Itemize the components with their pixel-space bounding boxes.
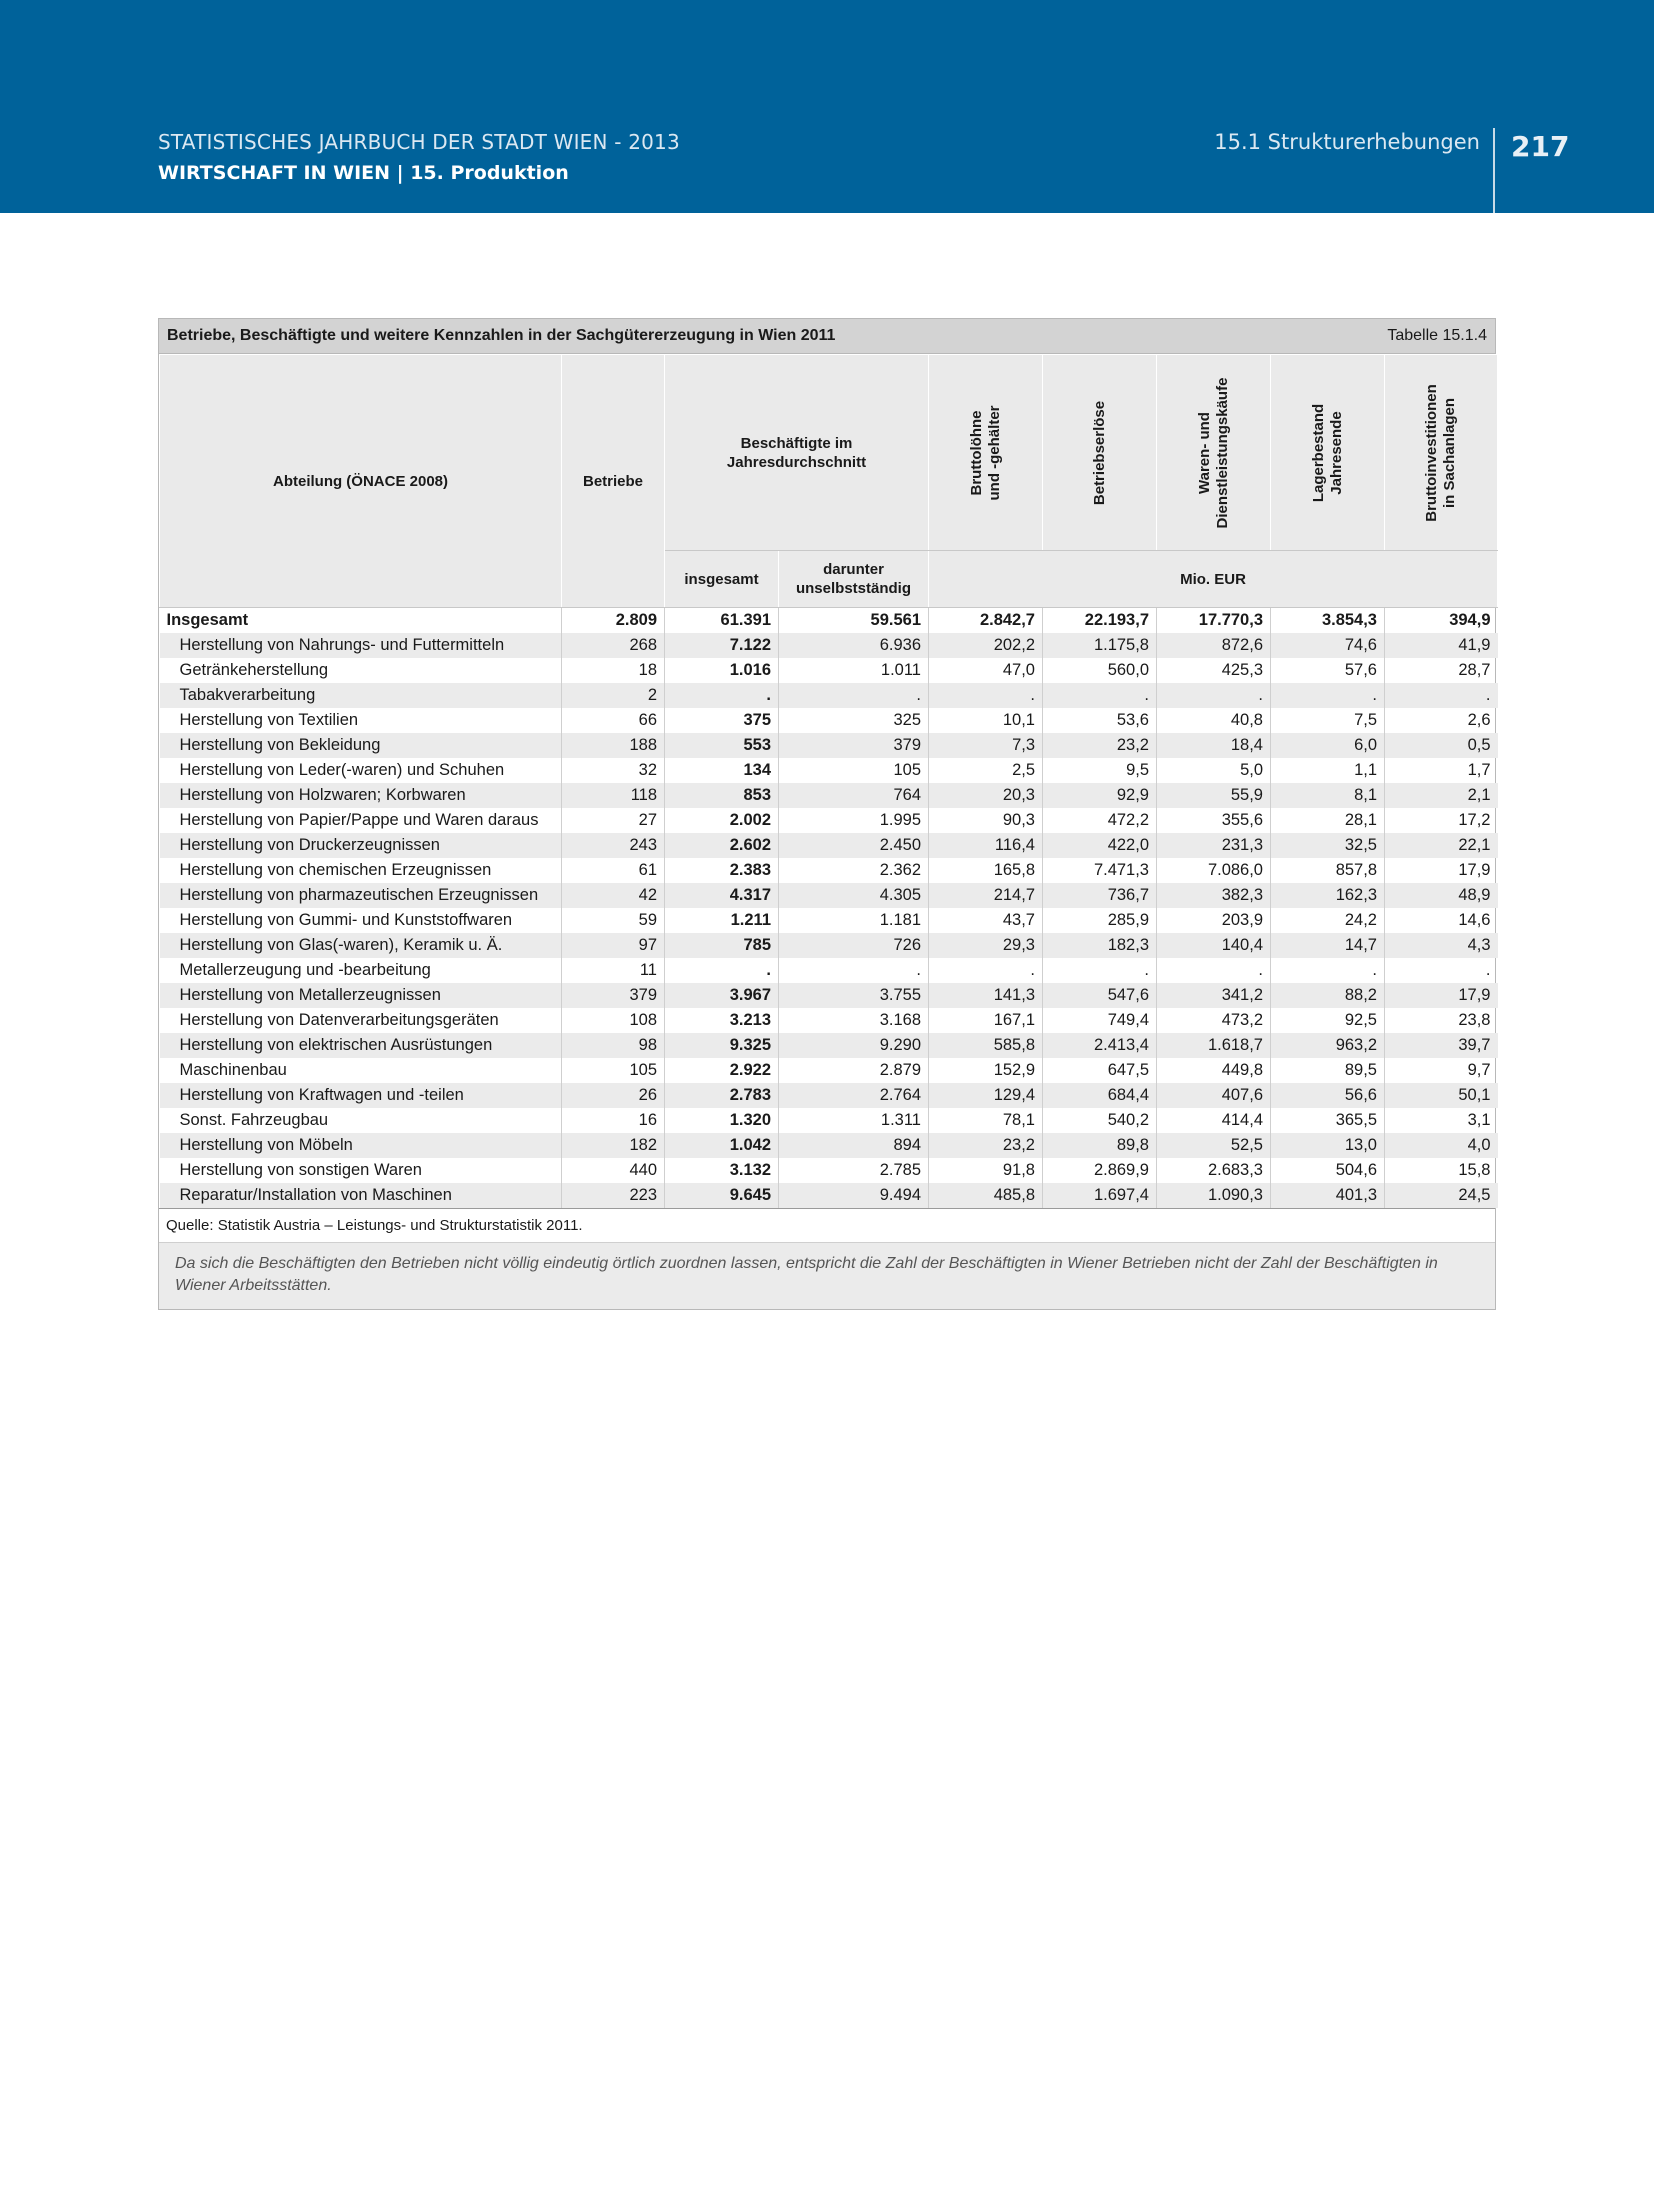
- col-header-lagerbestand: [1271, 355, 1385, 551]
- table-cell: 16: [562, 1108, 665, 1133]
- table-cell: 2.362: [779, 858, 929, 883]
- table-cell: 449,8: [1157, 1058, 1271, 1083]
- table-cell: 268: [562, 633, 665, 658]
- table-cell: 91,8: [929, 1158, 1043, 1183]
- table-cell: 140,4: [1157, 933, 1271, 958]
- table-cell: 22.193,7: [1043, 608, 1157, 634]
- section-title: 15.1 Strukturerhebungen: [1214, 130, 1480, 154]
- table-cell: 414,4: [1157, 1108, 1271, 1133]
- table-cell: 1.311: [779, 1108, 929, 1133]
- col-header-bruttoinvest-label: Bruttoinvestitionen in Sachanlagen: [1423, 383, 1458, 522]
- row-label: Herstellung von Glas(-waren), Keramik u. Ä.: [160, 933, 562, 958]
- table-row: [160, 758, 1498, 783]
- table-cell: 553: [665, 733, 779, 758]
- table-cell: 59.561: [779, 608, 929, 634]
- table-cell: 9,7: [1385, 1058, 1498, 1083]
- table-cell: 440: [562, 1158, 665, 1183]
- table-cell: 7.086,0: [1157, 858, 1271, 883]
- table-cell: 47,0: [929, 658, 1043, 683]
- table-cell: 1.042: [665, 1133, 779, 1158]
- table-row: [160, 983, 1498, 1008]
- table-cell: 736,7: [1043, 883, 1157, 908]
- table-cell: 57,6: [1271, 658, 1385, 683]
- table-cell: 98: [562, 1033, 665, 1058]
- table-cell: 285,9: [1043, 908, 1157, 933]
- table-cell: 1,1: [1271, 758, 1385, 783]
- table-cell: .: [1157, 683, 1271, 708]
- table-cell: 11: [562, 958, 665, 983]
- table-cell: .: [779, 683, 929, 708]
- table-cell: 105: [779, 758, 929, 783]
- col-header-betriebserloese-label: Betriebserlöse: [1090, 400, 1108, 505]
- table-cell: 9.325: [665, 1033, 779, 1058]
- table-cell: 18: [562, 658, 665, 683]
- table-cell: 32,5: [1271, 833, 1385, 858]
- table-cell: 7.471,3: [1043, 858, 1157, 883]
- table-cell: .: [1043, 683, 1157, 708]
- row-label: Herstellung von Nahrungs- und Futtermitteln: [160, 633, 562, 658]
- row-label: Herstellung von Holzwaren; Korbwaren: [160, 783, 562, 808]
- table-cell: 28,1: [1271, 808, 1385, 833]
- table-cell: 1.016: [665, 658, 779, 683]
- row-label: Sonst. Fahrzeugbau: [179, 1111, 329, 1129]
- table-cell: 129,4: [929, 1083, 1043, 1108]
- table-cell: 28,7: [1385, 658, 1498, 683]
- table-cell: 18,4: [1157, 733, 1271, 758]
- data-table-container: [158, 318, 1496, 1310]
- table-cell: 162,3: [1271, 883, 1385, 908]
- table-cell: 165,8: [929, 858, 1043, 883]
- table-cell: 2.450: [779, 833, 929, 858]
- row-label: Herstellung von sonstigen Waren: [179, 1161, 422, 1179]
- table-cell: 540,2: [1043, 1108, 1157, 1133]
- table-cell: 472,2: [1043, 808, 1157, 833]
- table-cell: .: [929, 958, 1043, 983]
- table-cell: 726: [779, 933, 929, 958]
- table-cell: 4,0: [1385, 1133, 1498, 1158]
- table-cell: 41,9: [1385, 633, 1498, 658]
- table-cell: 2.842,7: [929, 608, 1043, 634]
- table-cell: 1.320: [665, 1108, 779, 1133]
- table-cell: 2.602: [665, 833, 779, 858]
- table-row: [160, 708, 1498, 733]
- table-cell: 7,3: [929, 733, 1043, 758]
- table-cell: 17,9: [1385, 983, 1498, 1008]
- table-cell: 8,1: [1271, 783, 1385, 808]
- table-cell: 43,7: [929, 908, 1043, 933]
- table-cell: 13,0: [1271, 1133, 1385, 1158]
- col-header-beschaeftigte: [665, 355, 929, 551]
- table-cell: 118: [562, 783, 665, 808]
- table-cell: 3.213: [665, 1008, 779, 1033]
- table-cell: 2,6: [1385, 708, 1498, 733]
- table-row: [160, 858, 1498, 883]
- table-cell: 7.122: [665, 633, 779, 658]
- data-table: [159, 354, 1498, 1208]
- table-cell: 425,3: [1157, 658, 1271, 683]
- row-label: Maschinenbau: [179, 1061, 287, 1079]
- table-cell: 647,5: [1043, 1058, 1157, 1083]
- table-note: Da sich die Beschäftigten den Betrieben nicht völlig eindeutig örtlich zuordnen lassen, entspricht die Zahl der Beschäftigten in Wiener Betrieben nicht der Zahl der Beschäftigten in Wiener Arbeitsstätten.: [159, 1242, 1495, 1309]
- table-cell: 56,6: [1271, 1083, 1385, 1108]
- header-divider: [1493, 128, 1495, 213]
- row-label: Reparatur/Installation von Maschinen: [160, 1183, 562, 1208]
- table-cell: 2,5: [929, 758, 1043, 783]
- table-cell: .: [1157, 958, 1271, 983]
- col-header-beschaeftigte-label: Beschäftigte im Jahresdurchschnitt: [726, 434, 867, 471]
- table-cell: 78,1: [929, 1108, 1043, 1133]
- table-row: [160, 1183, 1498, 1208]
- table-cell: 152,9: [929, 1058, 1043, 1083]
- table-cell: 55,9: [1157, 783, 1271, 808]
- table-cell: 1.011: [779, 658, 929, 683]
- table-row: [160, 833, 1498, 858]
- table-cell: 17,2: [1385, 808, 1498, 833]
- page-number: 217: [1511, 130, 1570, 163]
- table-cell: 341,2: [1157, 983, 1271, 1008]
- table-cell: 59: [562, 908, 665, 933]
- col-header-betriebserloese: [1043, 355, 1157, 551]
- table-cell: 3.755: [779, 983, 929, 1008]
- table-cell: 27: [562, 808, 665, 833]
- row-label: Herstellung von elektrischen Ausrüstungen: [160, 1033, 562, 1058]
- table-row: [160, 1083, 1498, 1108]
- table-cell: 39,7: [1385, 1033, 1498, 1058]
- table-cell: 375: [665, 708, 779, 733]
- table-cell: 3.854,3: [1271, 608, 1385, 634]
- table-cell: 24,2: [1271, 908, 1385, 933]
- table-cell: 14,7: [1271, 933, 1385, 958]
- table-cell: 485,8: [929, 1183, 1043, 1208]
- table-cell: 89,5: [1271, 1058, 1385, 1083]
- table-cell: 6,0: [1271, 733, 1385, 758]
- table-body: [160, 608, 1498, 1209]
- table-cell: 764: [779, 783, 929, 808]
- table-cell: 231,3: [1157, 833, 1271, 858]
- row-label: Tabakverarbeitung: [160, 683, 562, 708]
- table-cell: .: [1385, 958, 1498, 983]
- col-header-waren-label: Waren- und Dienstleistungskäufe: [1195, 377, 1231, 528]
- table-row: [160, 1058, 1498, 1083]
- table-cell: 61.391: [665, 608, 779, 634]
- table-cell: 9.290: [779, 1033, 929, 1058]
- table-cell: .: [779, 958, 929, 983]
- table-cell: 401,3: [1271, 1183, 1385, 1208]
- col-header-bruttoloehne: [929, 355, 1043, 551]
- col-header-abteilung: Abteilung (ÖNACE 2008): [160, 355, 562, 608]
- row-label: Herstellung von Gummi- und Kunststoffwaren: [179, 911, 513, 929]
- table-cell: 4,3: [1385, 933, 1498, 958]
- row-label: Herstellung von pharmazeutischen Erzeugnissen: [160, 883, 562, 908]
- table-cell: 202,2: [929, 633, 1043, 658]
- table-row: [160, 883, 1498, 908]
- publication-title: STATISTISCHES JAHRBUCH DER STADT WIEN - 2013: [158, 130, 680, 154]
- table-cell: 3,1: [1385, 1108, 1498, 1133]
- table-cell: 52,5: [1157, 1133, 1271, 1158]
- table-cell: 48,9: [1385, 883, 1498, 908]
- table-cell: 6.936: [779, 633, 929, 658]
- table-cell: 17,9: [1385, 858, 1498, 883]
- row-label: Herstellung von Papier/Pappe und Waren daraus: [179, 811, 539, 829]
- table-cell: 4.317: [665, 883, 779, 908]
- table-cell: 857,8: [1271, 858, 1385, 883]
- table-cell: 2.002: [665, 808, 779, 833]
- row-label: Herstellung von Textilien: [179, 711, 359, 729]
- table-cell: 1.995: [779, 808, 929, 833]
- table-cell: 223: [562, 1183, 665, 1208]
- table-cell: 853: [665, 783, 779, 808]
- table-titlebar: [159, 319, 1495, 354]
- table-cell: 547,6: [1043, 983, 1157, 1008]
- table-row: [160, 783, 1498, 808]
- table-cell: 141,3: [929, 983, 1043, 1008]
- table-row: [160, 1008, 1498, 1033]
- col-header-insgesamt: insgesamt: [665, 551, 779, 608]
- col-header-waren: [1157, 355, 1271, 551]
- table-cell: 23,8: [1385, 1008, 1498, 1033]
- table-cell: 23,2: [1043, 733, 1157, 758]
- table-cell: 422,0: [1043, 833, 1157, 858]
- table-cell: 1.090,3: [1157, 1183, 1271, 1208]
- table-cell: 167,1: [929, 1008, 1043, 1033]
- table-row: [160, 633, 1498, 658]
- table-row: [160, 658, 1498, 683]
- table-cell: 29,3: [929, 933, 1043, 958]
- table-cell: 203,9: [1157, 908, 1271, 933]
- table-cell: 108: [562, 1008, 665, 1033]
- table-cell: .: [665, 683, 779, 708]
- table-cell: .: [1043, 958, 1157, 983]
- table-cell: 473,2: [1157, 1008, 1271, 1033]
- table-cell: 872,6: [1157, 633, 1271, 658]
- table-cell: 4.305: [779, 883, 929, 908]
- table-cell: .: [1385, 683, 1498, 708]
- table-cell: 560,0: [1043, 658, 1157, 683]
- table-cell: 66: [562, 708, 665, 733]
- table-cell: 53,6: [1043, 708, 1157, 733]
- table-cell: 3.967: [665, 983, 779, 1008]
- table-row: [160, 683, 1498, 708]
- table-cell: 9.645: [665, 1183, 779, 1208]
- table-row: [160, 1108, 1498, 1133]
- table-cell: 9.494: [779, 1183, 929, 1208]
- table-cell: .: [1271, 958, 1385, 983]
- table-cell: 2: [562, 683, 665, 708]
- table-row: [160, 1133, 1498, 1158]
- table-cell: 585,8: [929, 1033, 1043, 1058]
- table-cell: 2.809: [562, 608, 665, 634]
- table-cell: 2.785: [779, 1158, 929, 1183]
- table-row: [160, 958, 1498, 983]
- table-cell: 243: [562, 833, 665, 858]
- table-cell: 1.697,4: [1043, 1183, 1157, 1208]
- table-row: [160, 908, 1498, 933]
- page-header: [0, 0, 1654, 213]
- table-cell: 1.618,7: [1157, 1033, 1271, 1058]
- table-cell: 89,8: [1043, 1133, 1157, 1158]
- table-cell: 40,8: [1157, 708, 1271, 733]
- table-row: [160, 1033, 1498, 1058]
- table-cell: 22,1: [1385, 833, 1498, 858]
- table-cell: 188: [562, 733, 665, 758]
- col-header-darunter-label: darunter unselbstständig: [795, 561, 911, 597]
- table-cell: 1.211: [665, 908, 779, 933]
- table-cell: 7,5: [1271, 708, 1385, 733]
- table-row: [160, 733, 1498, 758]
- table-cell: .: [1271, 683, 1385, 708]
- table-cell: 23,2: [929, 1133, 1043, 1158]
- table-cell: 116,4: [929, 833, 1043, 858]
- table-row: [160, 808, 1498, 833]
- table-cell: 382,3: [1157, 883, 1271, 908]
- row-label: Herstellung von Druckerzeugnissen: [160, 833, 562, 858]
- table-cell: 504,6: [1271, 1158, 1385, 1183]
- table-cell: 50,1: [1385, 1083, 1498, 1108]
- row-label: Getränkeherstellung: [179, 661, 329, 679]
- table-cell: 2.683,3: [1157, 1158, 1271, 1183]
- table-cell: 97: [562, 933, 665, 958]
- col-header-darunter: [779, 551, 929, 608]
- table-cell: 2.783: [665, 1083, 779, 1108]
- table-cell: 379: [562, 983, 665, 1008]
- table-cell: 10,1: [929, 708, 1043, 733]
- table-cell: 182: [562, 1133, 665, 1158]
- table-cell: 0,5: [1385, 733, 1498, 758]
- table-cell: 5,0: [1157, 758, 1271, 783]
- table-cell: 1.175,8: [1043, 633, 1157, 658]
- table-cell: 92,9: [1043, 783, 1157, 808]
- table-cell: 32: [562, 758, 665, 783]
- table-row: [160, 933, 1498, 958]
- table-cell: .: [929, 683, 1043, 708]
- table-title: Betriebe, Beschäftigte und weitere Kennzahlen in der Sachgütererzeugung in Wien 2011: [167, 327, 836, 344]
- table-cell: 2.869,9: [1043, 1158, 1157, 1183]
- col-header-bruttoinvest: [1385, 355, 1498, 551]
- table-cell: 1,7: [1385, 758, 1498, 783]
- table-cell: 2.879: [779, 1058, 929, 1083]
- row-label: Herstellung von Leder(-waren) und Schuhen: [179, 761, 505, 779]
- table-cell: 379: [779, 733, 929, 758]
- table-cell: 894: [779, 1133, 929, 1158]
- table-cell: 963,2: [1271, 1033, 1385, 1058]
- table-cell: 394,9: [1385, 608, 1498, 634]
- table-cell: 365,5: [1271, 1108, 1385, 1133]
- table-cell: 2.922: [665, 1058, 779, 1083]
- row-label: Metallerzeugung und -bearbeitung: [179, 961, 431, 979]
- row-label: Herstellung von chemischen Erzeugnissen: [179, 861, 492, 879]
- table-cell: 2.413,4: [1043, 1033, 1157, 1058]
- table-cell: 2.764: [779, 1083, 929, 1108]
- table-cell: 20,3: [929, 783, 1043, 808]
- table-cell: 134: [665, 758, 779, 783]
- row-label: Herstellung von Datenverarbeitungsgeräten: [179, 1011, 499, 1029]
- table-cell: 15,8: [1385, 1158, 1498, 1183]
- row-label: Herstellung von Metallerzeugnissen: [160, 983, 562, 1008]
- table-cell: 182,3: [1043, 933, 1157, 958]
- table-row-total: [160, 608, 1498, 634]
- table-cell: 9,5: [1043, 758, 1157, 783]
- row-label: Herstellung von Möbeln: [160, 1133, 562, 1158]
- table-cell: 2,1: [1385, 783, 1498, 808]
- col-header-unit: Mio. EUR: [929, 551, 1498, 608]
- table-cell: 684,4: [1043, 1083, 1157, 1108]
- table-cell: 17.770,3: [1157, 608, 1271, 634]
- table-cell: 90,3: [929, 808, 1043, 833]
- table-cell: 214,7: [929, 883, 1043, 908]
- table-cell: 92,5: [1271, 1008, 1385, 1033]
- col-header-bruttoloehne-label: Bruttolöhne und -gehälter: [967, 404, 1003, 501]
- table-cell: 42: [562, 883, 665, 908]
- table-cell: 24,5: [1385, 1183, 1498, 1208]
- table-cell: 355,6: [1157, 808, 1271, 833]
- col-header-lagerbestand-label: Lagerbestand Jahresende: [1309, 403, 1345, 502]
- table-cell: 1.181: [779, 908, 929, 933]
- table-cell: 785: [665, 933, 779, 958]
- table-cell: 88,2: [1271, 983, 1385, 1008]
- table-cell: 325: [779, 708, 929, 733]
- table-cell: 105: [562, 1058, 665, 1083]
- table-cell: 3.168: [779, 1008, 929, 1033]
- table-number: Tabelle 15.1.4: [1387, 327, 1487, 344]
- col-header-betriebe: Betriebe: [562, 355, 665, 608]
- table-cell: 407,6: [1157, 1083, 1271, 1108]
- table-source: Quelle: Statistik Austria – Leistungs- und Strukturstatistik 2011.: [159, 1208, 1495, 1242]
- table-cell: 14,6: [1385, 908, 1498, 933]
- table-cell: 74,6: [1271, 633, 1385, 658]
- table-cell: .: [665, 958, 779, 983]
- table-row: [160, 1158, 1498, 1183]
- row-label: Herstellung von Kraftwagen und -teilen: [160, 1083, 562, 1108]
- table-cell: 61: [562, 858, 665, 883]
- table-cell: 2.383: [665, 858, 779, 883]
- row-label: Herstellung von Bekleidung: [160, 733, 562, 758]
- table-cell: 749,4: [1043, 1008, 1157, 1033]
- chapter-title: WIRTSCHAFT IN WIEN | 15. Produktion: [158, 162, 569, 184]
- table-cell: 26: [562, 1083, 665, 1108]
- table-cell: 3.132: [665, 1158, 779, 1183]
- row-label: Insgesamt: [160, 608, 562, 634]
